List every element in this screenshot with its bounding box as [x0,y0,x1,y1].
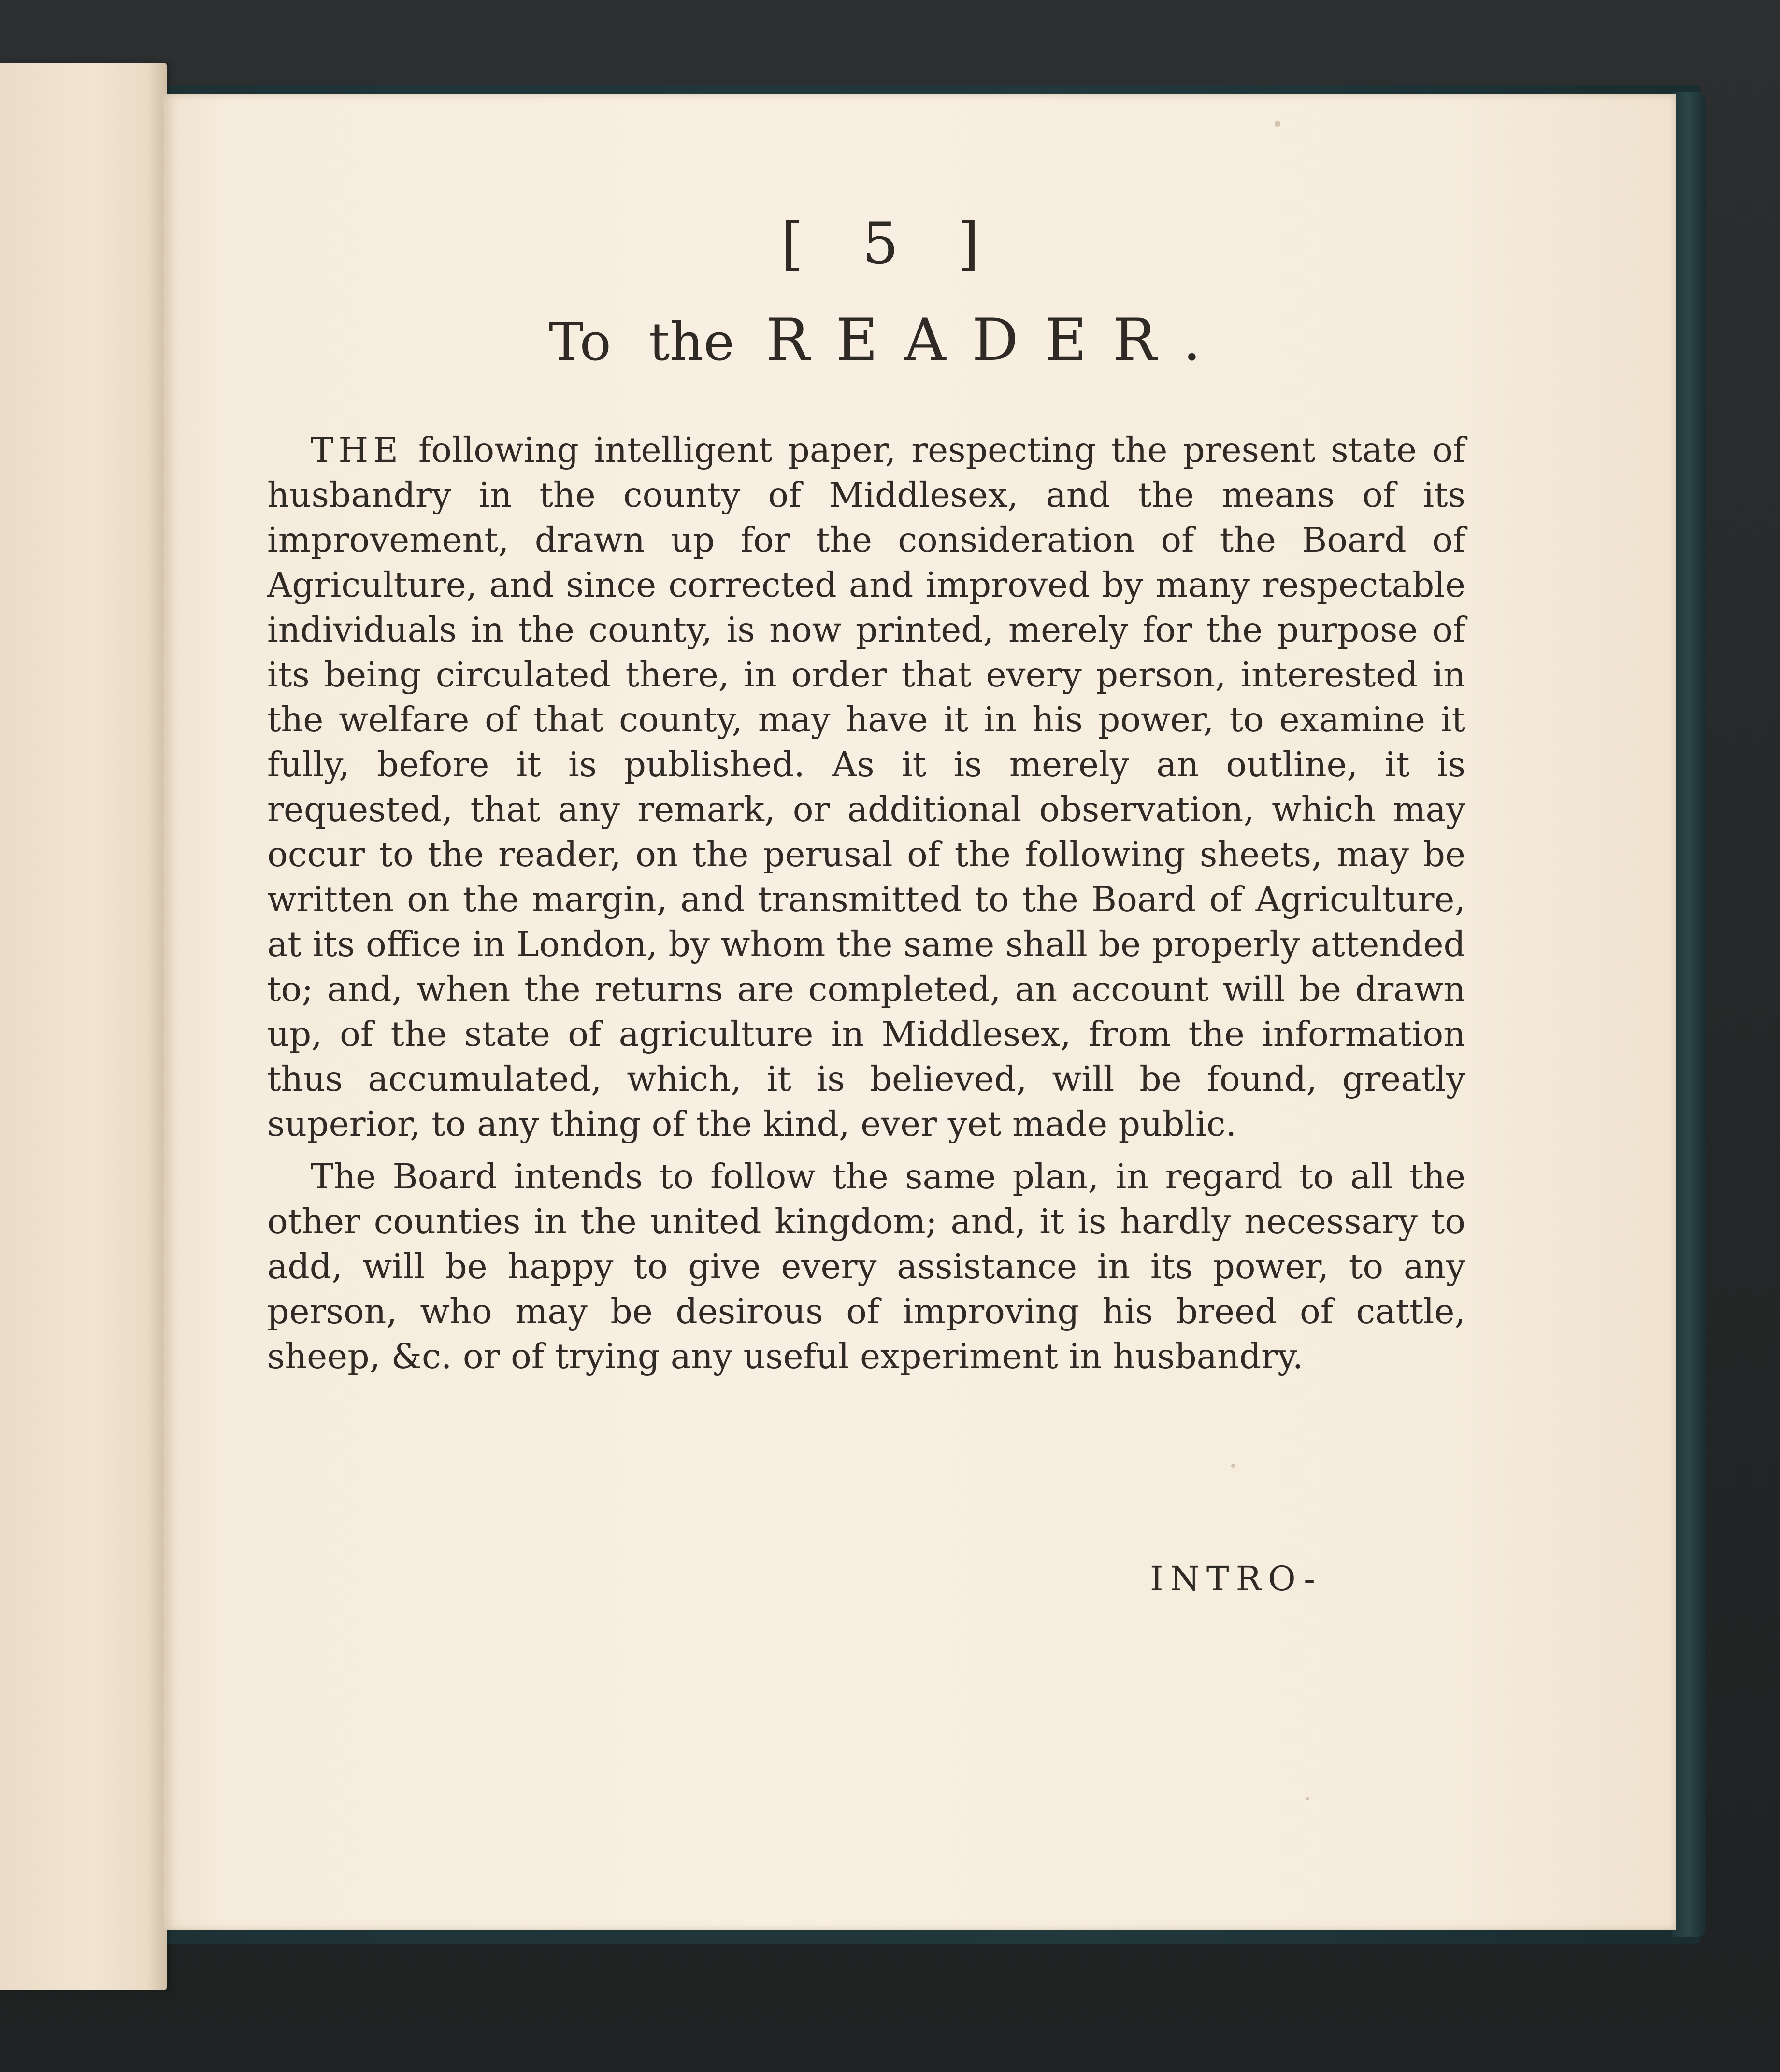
heading-main: READER. [766,307,1227,374]
paper-speck [1231,1464,1235,1468]
catchword: INTRO- [1150,1559,1322,1599]
paragraph-1-text: following intelligent paper, respecting the present state of husbandry in the county of Middlesex, and the means of its improvement, drawn up for the consideration of the Board of Agriculture, and since corrected and improved by many respectable individuals in the county, is now printed, merely for the purpose of its being circulated there, in order that every person, interested in the welfare of that county, may have it in his power, to examine it fully, before it is published. As it is merely an outline, it is requested, that any remark, or additional observation, which may occur to the reader, on the perusal of the following sheets, may be written on the margin, and transmitted to the Board of Agriculture, at its office in London, by whom the same shall be properly attended to; and, when the returns are completed, an account will be drawn up, of the state of agriculture in Middlesex, from the information thus accumulated, which, it is believed, will be found, greatly superior, to any thing of the kind, ever yet made public. [267,430,1465,1144]
paper-speck [1275,121,1280,127]
paragraph-lead-word: THE [311,430,403,470]
left-facing-page [0,63,167,1990]
paragraph-1 [267,428,1465,1146]
body-text [267,428,1465,1386]
book-cover-edge [1672,92,1706,1937]
paragraph-2: The Board intends to follow the same plan, in regard to all the other counties in the united kingdom; and, it is hardly necessary to add, will be happy to give every assistance in its power, to any person, who may be desirous of improving his breed of cattle, sheep, &c. or of trying any useful experiment in husbandry. [267,1157,1465,1376]
heading-prefix: To the [549,312,734,372]
book-page [163,94,1676,1930]
page-heading [163,307,1613,374]
page-number: [ 5 ] [781,210,1000,277]
paper-speck [1306,1797,1309,1800]
